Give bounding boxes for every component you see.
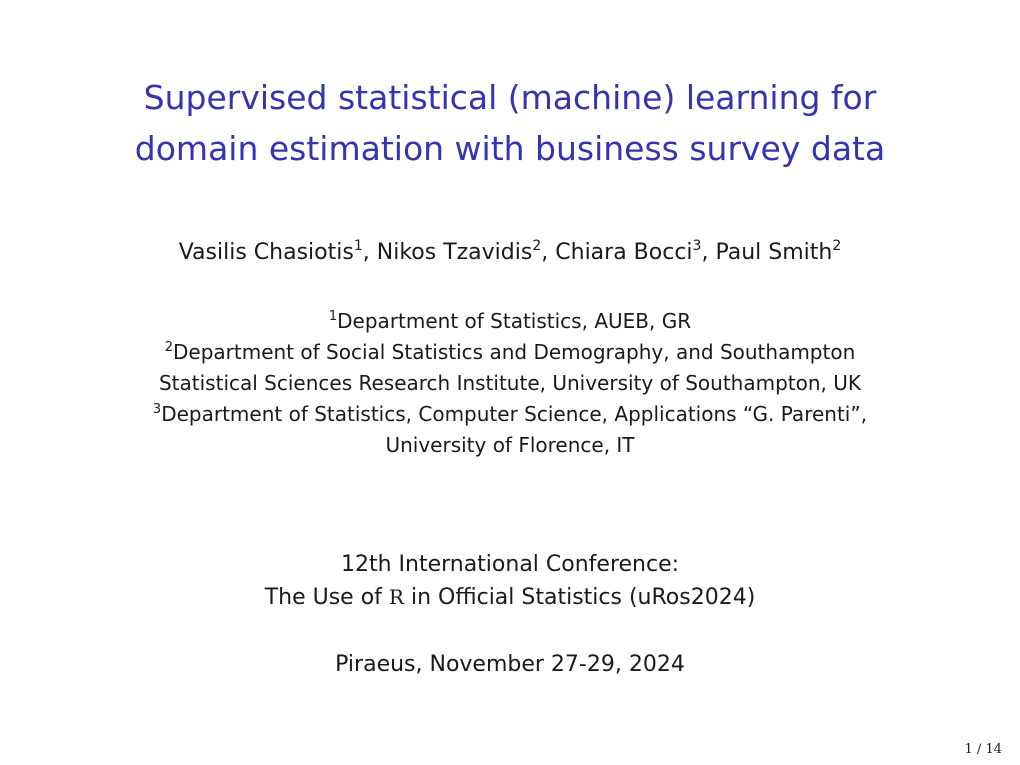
author <box>179 240 377 265</box>
author <box>555 240 715 265</box>
author-affil-mark: 2 <box>532 238 542 254</box>
affil-mark: 1 <box>328 309 338 324</box>
affiliation-1 <box>0 306 1020 337</box>
page-separator: / <box>972 742 986 757</box>
title-line-2: domain estimation with business survey data <box>134 129 886 168</box>
author-name: Nikos Tzavidis <box>376 240 533 265</box>
conference-text-pre: The Use of <box>264 585 389 610</box>
title-line-1: Supervised statistical (machine) learning for <box>143 78 877 117</box>
author-affil-mark: 2 <box>832 238 842 254</box>
affiliation-2 <box>0 337 1020 368</box>
affil-mark: 2 <box>164 340 173 355</box>
conference-text-post: in Official Statistics (uRos2024) <box>403 585 756 610</box>
author-affil-mark: 1 <box>353 238 363 254</box>
page-total: 14 <box>985 742 1002 757</box>
affil-text: Department of Statistics, Computer Science, Applications “G. Parenti”, <box>161 402 868 426</box>
conference-line-1: 12th International Conference: <box>340 552 680 577</box>
affiliation-3 <box>0 399 1020 430</box>
author <box>715 240 841 265</box>
author-name: Vasilis Chasiotis <box>178 240 354 265</box>
place-and-date: Piraeus, November 27-29, 2024 <box>335 652 685 677</box>
conference-info <box>0 548 1020 614</box>
page-number <box>965 742 1002 757</box>
r-logo-text: R <box>388 585 404 609</box>
author-name: Paul Smith <box>715 240 833 265</box>
affil-text: Department of Statistics, AUEB, GR <box>337 309 692 333</box>
author-separator: , <box>541 240 556 265</box>
affiliation-2-continued: Statistical Sciences Research Institute, University of Southampton, UK <box>158 371 861 395</box>
conference-line-2 <box>0 581 1020 614</box>
page-current: 1 <box>964 742 973 757</box>
author-separator: , <box>362 240 377 265</box>
affil-text: Department of Social Statistics and Demography, and Southampton <box>173 340 856 364</box>
slide-title <box>0 72 1020 174</box>
author-list <box>0 238 1020 268</box>
author-name: Chiara Bocci <box>555 240 693 265</box>
author-affil-mark: 3 <box>692 238 702 254</box>
author-separator: , <box>701 240 716 265</box>
affiliation-list <box>0 306 1020 461</box>
author <box>377 240 556 265</box>
affiliation-3-continued: University of Florence, IT <box>385 433 635 457</box>
affil-mark: 3 <box>152 402 162 417</box>
